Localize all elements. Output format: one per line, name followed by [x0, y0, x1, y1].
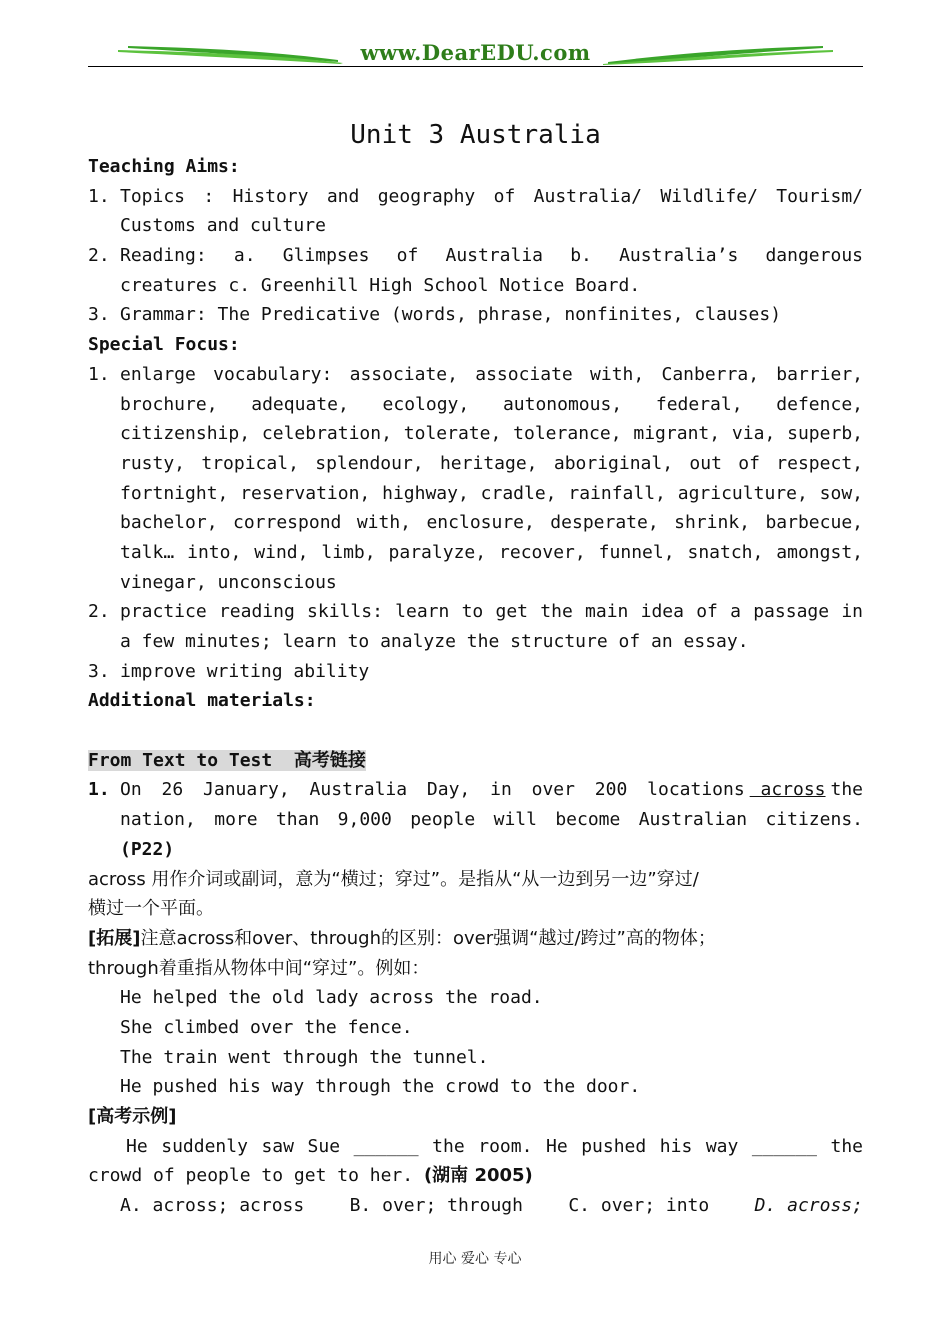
additional-heading: Additional materials:	[88, 690, 316, 712]
teaching-aims-heading: Teaching Aims:	[88, 156, 240, 177]
site-banner	[88, 38, 863, 68]
page-title: Unit 3 Australia	[350, 120, 601, 150]
expand-line	[88, 924, 863, 954]
header-rule	[88, 66, 863, 67]
example-sentence: She climbed over the fence.	[120, 1016, 413, 1038]
item-text: Grammar: The Predicative (words, phrase, nonfinites, clauses)	[120, 304, 782, 326]
exam-options	[88, 1191, 863, 1221]
item-text: nation, more than 9,000 people will become Australian citizens.	[120, 809, 863, 831]
expand-label: [拓展]	[88, 927, 141, 949]
item-text: improve writing ability	[120, 660, 370, 682]
option-c: C. over; into	[568, 1195, 710, 1217]
example-sentence: He helped the old lady across the road.	[120, 987, 543, 1009]
list-item	[88, 775, 863, 864]
option-b: B. over; through	[349, 1195, 523, 1217]
item-text	[120, 775, 863, 805]
test-heading-cn: 高考链接	[293, 749, 366, 771]
list-item	[88, 300, 863, 330]
site-name: www.DearEDU.com	[360, 40, 591, 65]
list-item	[88, 241, 863, 300]
expand-text: 注意across和over、through的区别：over强调“越过/跨过”高的物体；	[140, 927, 716, 949]
list-item	[88, 182, 863, 241]
underlined-word: across	[749, 779, 826, 801]
item-text: vinegar, unconscious	[120, 571, 337, 593]
item-number: 3.	[88, 304, 110, 326]
item-text: practice reading skills: learn to get the main idea of a passage in	[120, 601, 863, 623]
test-heading-en: From Text to Test	[88, 749, 273, 771]
explain-text: 横过一个平面。	[88, 898, 214, 920]
item-number: 3.	[88, 660, 110, 682]
item-text: rusty, tropical, splendour, heritage, aboriginal, out of respect,	[120, 452, 863, 474]
item-text: brochure, adequate, ecology, autonomous, federal, defence,	[120, 393, 863, 415]
item-number: 1.	[88, 363, 110, 385]
example-sentence: He pushed his way through the crowd to the door.	[120, 1076, 641, 1098]
list-item	[88, 360, 863, 598]
blank-line	[88, 716, 863, 746]
sentence-part: the	[830, 779, 863, 801]
list-item	[88, 597, 863, 656]
exam-label: [高考示例]	[88, 1106, 177, 1128]
item-text: creatures c. Greenhill High School Notice Board.	[120, 274, 641, 296]
item-text: a few minutes; learn to analyze the structure of an essay.	[120, 631, 749, 653]
item-text: Reading: a. Glimpses of Australia b. Australia’s dangerous	[120, 245, 863, 267]
item-text: citizenship, celebration, tolerate, tolerance, migrant, via, superb,	[120, 423, 863, 445]
exam-question-part: crowd of people to get to her.	[88, 1165, 414, 1187]
expand-text: through着重指从物体中间“穿过”。例如：	[88, 957, 430, 979]
item-text: (P22)	[120, 838, 175, 860]
option-d: D. across;	[754, 1195, 863, 1217]
explain-text: across 用作介词或副词，意为“横过；穿过”。是指从“从一边到另一边”穿过/	[88, 868, 699, 890]
item-text: Topics : History and geography of Australia/ Wildlife/ Tourism/	[120, 185, 863, 207]
list-item	[88, 657, 863, 687]
item-text: bachelor, correspond with, enclosure, desperate, shrink, barbecue,	[120, 512, 863, 534]
exam-question: He suddenly saw Sue ______ the room. He pushed his way ______ the	[126, 1135, 863, 1157]
option-a: A. across; across	[120, 1195, 305, 1217]
item-text: enlarge vocabulary: associate, associate with, Canberra, barrier,	[120, 363, 863, 385]
content	[88, 152, 863, 1221]
item-text: talk… into, wind, limb, paralyze, recover, funnel, snatch, amongst,	[120, 541, 863, 563]
exam-question	[88, 1161, 863, 1191]
item-text: Customs and culture	[120, 215, 326, 237]
page-footer: 用心 爱心 专心	[428, 1251, 522, 1267]
item-number: 2.	[88, 245, 110, 267]
item-number: 1.	[88, 779, 110, 801]
sentence-part: On 26 January, Australia Day, in over 200 locations	[120, 779, 745, 801]
item-number: 1.	[88, 185, 110, 207]
example-sentence: The train went through the tunnel.	[120, 1046, 489, 1068]
test-heading	[88, 746, 863, 776]
special-focus-heading: Special Focus:	[88, 334, 240, 356]
exam-source: (湖南 2005)	[423, 1165, 533, 1187]
item-text: fortnight, reservation, highway, cradle, rainfall, agriculture, sow,	[120, 482, 863, 504]
item-number: 2.	[88, 601, 110, 623]
